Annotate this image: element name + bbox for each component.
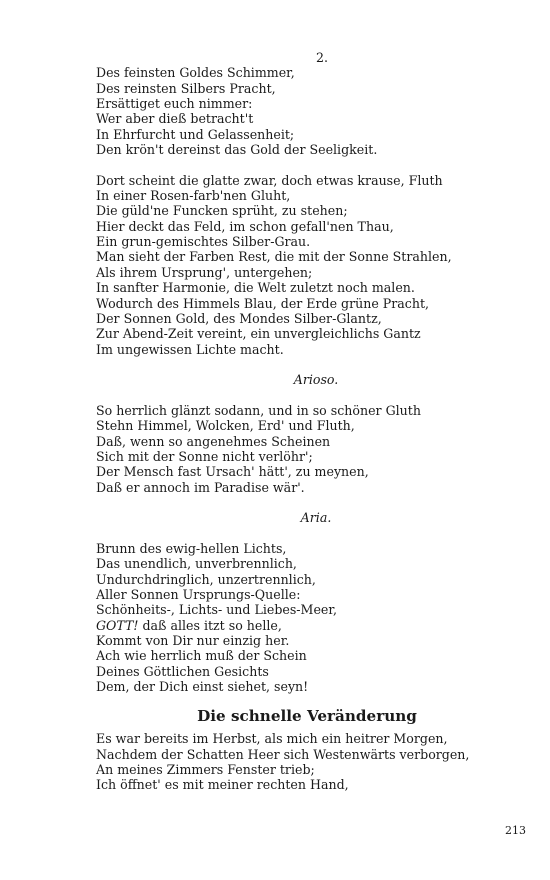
verse-line: Nachdem der Schatten Heer sich Westenwärts verborgen, [96,746,470,762]
verse-line: Kommt von Dir nur einzig her. [96,633,290,649]
verse-line: Hier deckt das Feld, im schon gefall'nen Thau, [96,218,394,234]
verse-line: Wer aber dieß betracht't [96,111,254,127]
verse-line: In Ehrfurcht und Gelassenheit; [96,126,295,142]
verse-line: Den krön't dereinst das Gold der Seeligkeit. [96,142,378,158]
verse-line: Wodurch des Himmels Blau, der Erde grüne Pracht, [96,295,430,311]
stanza-2 [96,173,536,357]
aria-label: Aria. [300,510,332,526]
verse-line: Im ungewissen Lichte macht. [96,341,284,357]
verse-line: Als ihrem Ursprung', untergehen; [96,264,313,280]
stanza-gap [96,495,536,510]
verse-line: Ein grun-gemischtes Silber-Grau. [96,234,311,250]
heading-spacer [96,694,536,706]
verse-line: Daß er annoch im Paradise wär'. [96,479,305,495]
arioso-label: Arioso. [293,372,339,388]
stanza-5 [96,731,536,792]
poem-body [96,50,536,793]
verse-line: Schönheits-, Lichts- und Liebes-Meer, [96,602,338,618]
verse-line: Ich öffnet' es mit meiner rechten Hand, [96,777,349,793]
verse-line [96,618,536,633]
verse-line: Ach wie herrlich muß der Schein [96,648,307,664]
verse-line: Aller Sonnen Ursprungs-Quelle: [96,587,301,603]
gott-word: GOTT! [96,617,139,633]
verse-line: Undurchdringlich, unzertrennlich, [96,571,316,587]
page-number: 213 [505,824,526,837]
verse-line: Dort scheint die glatte zwar, doch etwas krause, Fluth [96,172,443,188]
stanza-gap [96,388,536,403]
verse-line: In einer Rosen-farb'nen Gluht, [96,188,291,204]
stanza-3 [96,403,536,495]
stanza-4 [96,541,536,694]
stanza-1 [96,65,536,157]
stanza-gap [96,526,536,541]
verse-line: Sich mit der Sonne nicht verlöhr'; [96,448,313,464]
verse-line: An meines Zimmers Fenster trieb; [96,762,315,778]
stanza-gap [96,357,536,372]
verse-line: Deines Göttlichen Gesichts [96,663,269,679]
stanza-gap [96,157,536,172]
verse-line: Dem, der Dich einst siehet, seyn! [96,679,309,695]
verse-line: Des reinsten Silbers Pracht, [96,80,276,96]
verse-line: Zur Abend-Zeit vereint, ein unvergleichlichs Gantz [96,326,421,342]
verse-line: Daß, wenn so angenehmes Scheinen [96,433,331,449]
verse-line: Die güld'ne Funcken sprüht, zu stehen; [96,203,348,219]
verse-line: So herrlich glänzt sodann, und in so schöner Gluth [96,402,421,418]
verse-line: Des feinsten Goldes Schimmer, [96,65,295,81]
verse-line: In sanfter Harmonie, die Welt zuletzt noch malen. [96,280,415,296]
verse-line: Der Mensch fast Ursach' hätt', zu meynen, [96,464,369,480]
verse-line: Brunn des ewig-hellen Lichts, [96,541,287,556]
poem-heading: Die schnelle Veränderung [197,707,417,726]
verse-line: Es war bereits im Herbst, als mich ein heitrer Morgen, [96,731,448,747]
verse-line: Das unendlich, unverbrennlich, [96,556,297,572]
verse-line: Man sieht der Farben Rest, die mit der Sonne Strahlen, [96,249,452,265]
verse-line: Ersättiget euch nimmer: [96,96,253,112]
verse-line: Stehn Himmel, Wolcken, Erd' und Fluth, [96,418,355,434]
verse-line-rest: daß alles itzt so helle, [138,617,282,633]
verse-line: Der Sonnen Gold, des Mondes Silber-Glantz, [96,310,382,326]
section-number: 2. [315,50,329,65]
